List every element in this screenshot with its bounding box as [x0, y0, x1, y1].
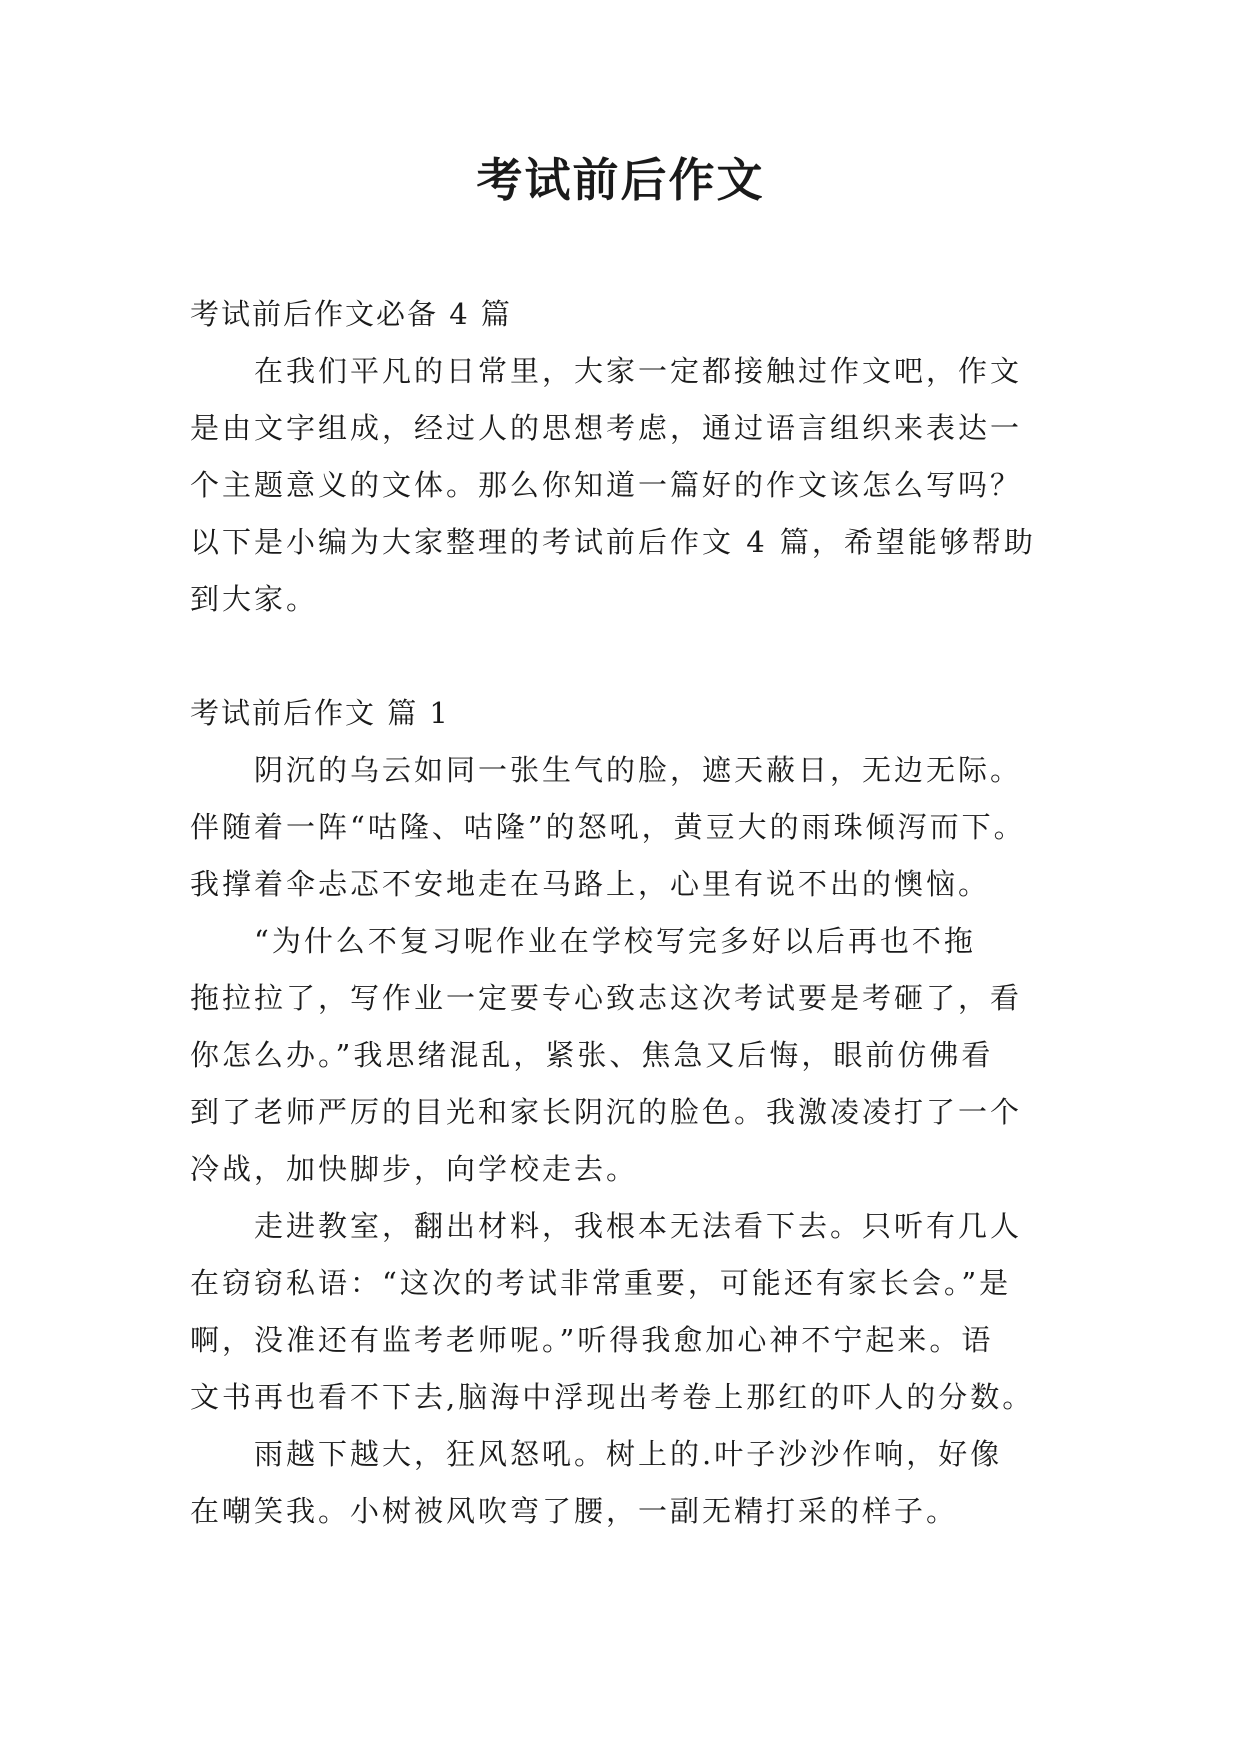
paragraph-line: 到大家。: [190, 582, 319, 616]
paragraph-line: 你怎么办。”我思绪混乱，紧张、焦急又后悔，眼前仿佛看: [190, 1038, 994, 1072]
paragraph-line: 冷战，加快脚步，向学校走去。: [190, 1152, 639, 1186]
document-title: 考试前后作文: [476, 153, 765, 207]
paragraph-line: “为什么不复习呢作业在学校写完多好以后再也不拖: [190, 924, 976, 958]
paragraph-line: 在我们平凡的日常里，大家一定都接触过作文吧，作文: [190, 354, 1023, 388]
paragraph-line: 到了老师严厉的目光和家长阴沉的脸色。我激凌凌打了一个: [190, 1095, 1023, 1129]
paragraph-line: 走进教室，翻出材料，我根本无法看下去。只听有几人: [190, 1209, 1023, 1243]
paragraph-line: 雨越下越大，狂风怒吼。树上的.叶子沙沙作响，好像: [190, 1437, 1003, 1471]
paragraph-line: 伴随着一阵“咕隆、咕隆”的怒吼，黄豆大的雨珠倾泻而下。: [190, 810, 1026, 844]
paragraph-line: 以下是小编为大家整理的考试前后作文 4 篇，希望能够帮助: [190, 525, 1036, 559]
paragraph-line: 阴沉的乌云如同一张生气的脸，遮天蔽日，无边无际。: [190, 753, 1023, 787]
paragraph-line: 在嘲笑我。小树被风吹弯了腰，一副无精打采的样子。: [190, 1494, 959, 1528]
paragraph-line: 个主题意义的文体。那么你知道一篇好的作文该怎么写吗？: [190, 468, 1023, 502]
section-heading: 考试前后作文 篇 1: [190, 696, 450, 730]
paragraph-line: 我撑着伞忐忑不安地走在马路上，心里有说不出的懊恼。: [190, 867, 991, 901]
paragraph-line: 在窃窃私语：“这次的考试非常重要，可能还有家长会。”是: [190, 1266, 1012, 1300]
blank-line: [190, 628, 1050, 685]
paragraph-line: 啊，没准还有监考老师呢。”听得我愈加心神不宁起来。语: [190, 1323, 994, 1357]
paragraph-line: 文书再也看不下去,脑海中浮现出考卷上那红的吓人的分数。: [190, 1380, 1035, 1414]
paragraph-line: 拖拉拉了，写作业一定要专心致志这次考试要是考砸了，看: [190, 981, 1023, 1015]
paragraph-line: 是由文字组成，经过人的思想考虑，通过语言组织来表达一: [190, 411, 1023, 445]
document-body: [190, 286, 1050, 1540]
section-heading: 考试前后作文必备 4 篇: [190, 297, 512, 331]
